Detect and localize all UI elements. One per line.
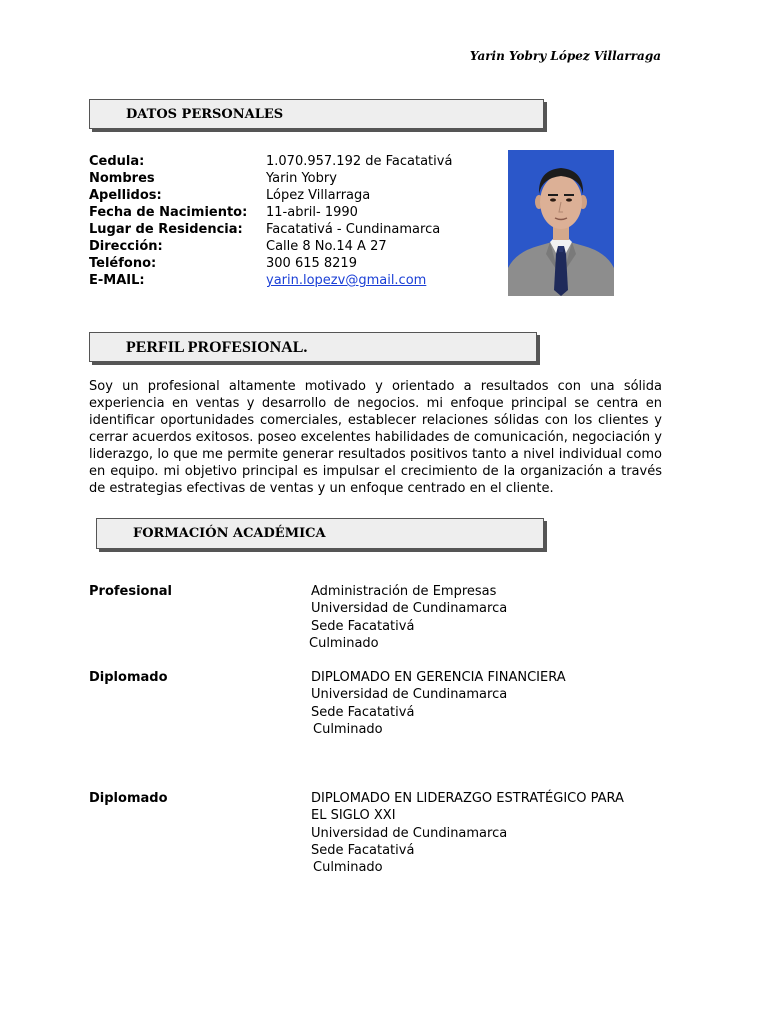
- field-value: 1.070.957.192 de Facatativá: [266, 154, 453, 169]
- education-institution: Universidad de Cundinamarca: [311, 601, 508, 617]
- personal-row-birthdate: [89, 204, 452, 221]
- education-details: [311, 669, 661, 738]
- field-value: Yarin Yobry: [266, 171, 337, 186]
- field-value: Calle 8 No.14 A 27: [266, 239, 387, 254]
- field-label: E-MAIL:: [89, 273, 145, 288]
- field-value: 11-abril- 1990: [266, 205, 358, 220]
- personal-row-nombres: [89, 170, 452, 187]
- field-label: Lugar de Residencia:: [89, 222, 243, 237]
- personal-row-phone: [89, 255, 452, 272]
- section-education-header: [96, 518, 544, 549]
- field-label: Apellidos:: [89, 188, 162, 203]
- education-program: DIPLOMADO EN GERENCIA FINANCIERA: [311, 670, 566, 685]
- field-label: Dirección:: [89, 239, 163, 254]
- section-title-education: FORMACIÓN ACADÉMICA: [133, 526, 326, 541]
- education-details: [311, 790, 641, 876]
- field-value: Facatativá - Cundinamarca: [266, 222, 441, 237]
- education-campus: Sede Facatativá: [311, 704, 415, 720]
- education-campus: Sede Facatativá: [311, 842, 415, 858]
- personal-data-table: [89, 153, 452, 289]
- education-level-label: Profesional: [89, 584, 172, 599]
- education-program: Administración de Empresas: [311, 584, 497, 599]
- education-program: DIPLOMADO EN LIDERAZGO ESTRATÉGICO PARA EL SIGLO XXI: [311, 791, 624, 824]
- personal-row-address: [89, 238, 452, 255]
- education-campus: Sede Facatativá: [311, 618, 415, 634]
- section-professional-profile-header: [89, 332, 537, 362]
- personal-row-apellidos: [89, 187, 452, 204]
- field-value: López Villarraga: [266, 188, 371, 203]
- section-title-professional-profile: PERFIL PROFESIONAL.: [126, 339, 308, 356]
- personal-row-cedula: [89, 153, 452, 170]
- education-status: Culminado: [313, 860, 383, 876]
- education-status: Culminado: [309, 635, 379, 651]
- education-level-label: Diplomado: [89, 791, 168, 806]
- education-level-label: Diplomado: [89, 670, 168, 685]
- field-label: Cedula:: [89, 154, 145, 169]
- portrait-illustration: [508, 150, 614, 296]
- section-personal-data-header: [89, 99, 544, 129]
- header-author-name: Yarin Yobry López Villarraga: [469, 49, 661, 63]
- field-label: Fecha de Nacimiento:: [89, 205, 248, 220]
- education-status: Culminado: [313, 721, 383, 737]
- section-title-personal-data: DATOS PERSONALES: [126, 107, 284, 122]
- personal-row-email: [89, 272, 452, 289]
- field-label: Teléfono:: [89, 256, 157, 271]
- education-institution: Universidad de Cundinamarca: [311, 825, 508, 841]
- field-value: 300 615 8219: [266, 256, 357, 271]
- education-details: [311, 583, 661, 652]
- field-label: Nombres: [89, 171, 155, 186]
- email-link[interactable]: yarin.lopezv@gmail.com: [266, 273, 427, 288]
- profile-paragraph: Soy un profesional altamente motivado y orientado a resultados con una sólida experiencia en ventas y desarrollo de negocios. mi enfoque principal se centra en identificar oportunidades comerciales, establecer relaciones sólidas con los clientes y cerrar acuerdos exitosos. poseo excelentes habilidades de comunicación, negociación y liderazgo, lo que me permite generar resultados positivos tanto a nivel individual como en equipo. mi objetivo principal es impulsar el crecimiento de la organización a través de estrategias efectivas de ventas y un enfoque centrado en el cliente.: [89, 379, 662, 496]
- personal-row-residence: [89, 221, 452, 238]
- education-institution: Universidad de Cundinamarca: [311, 687, 508, 703]
- profile-photo: [508, 150, 614, 296]
